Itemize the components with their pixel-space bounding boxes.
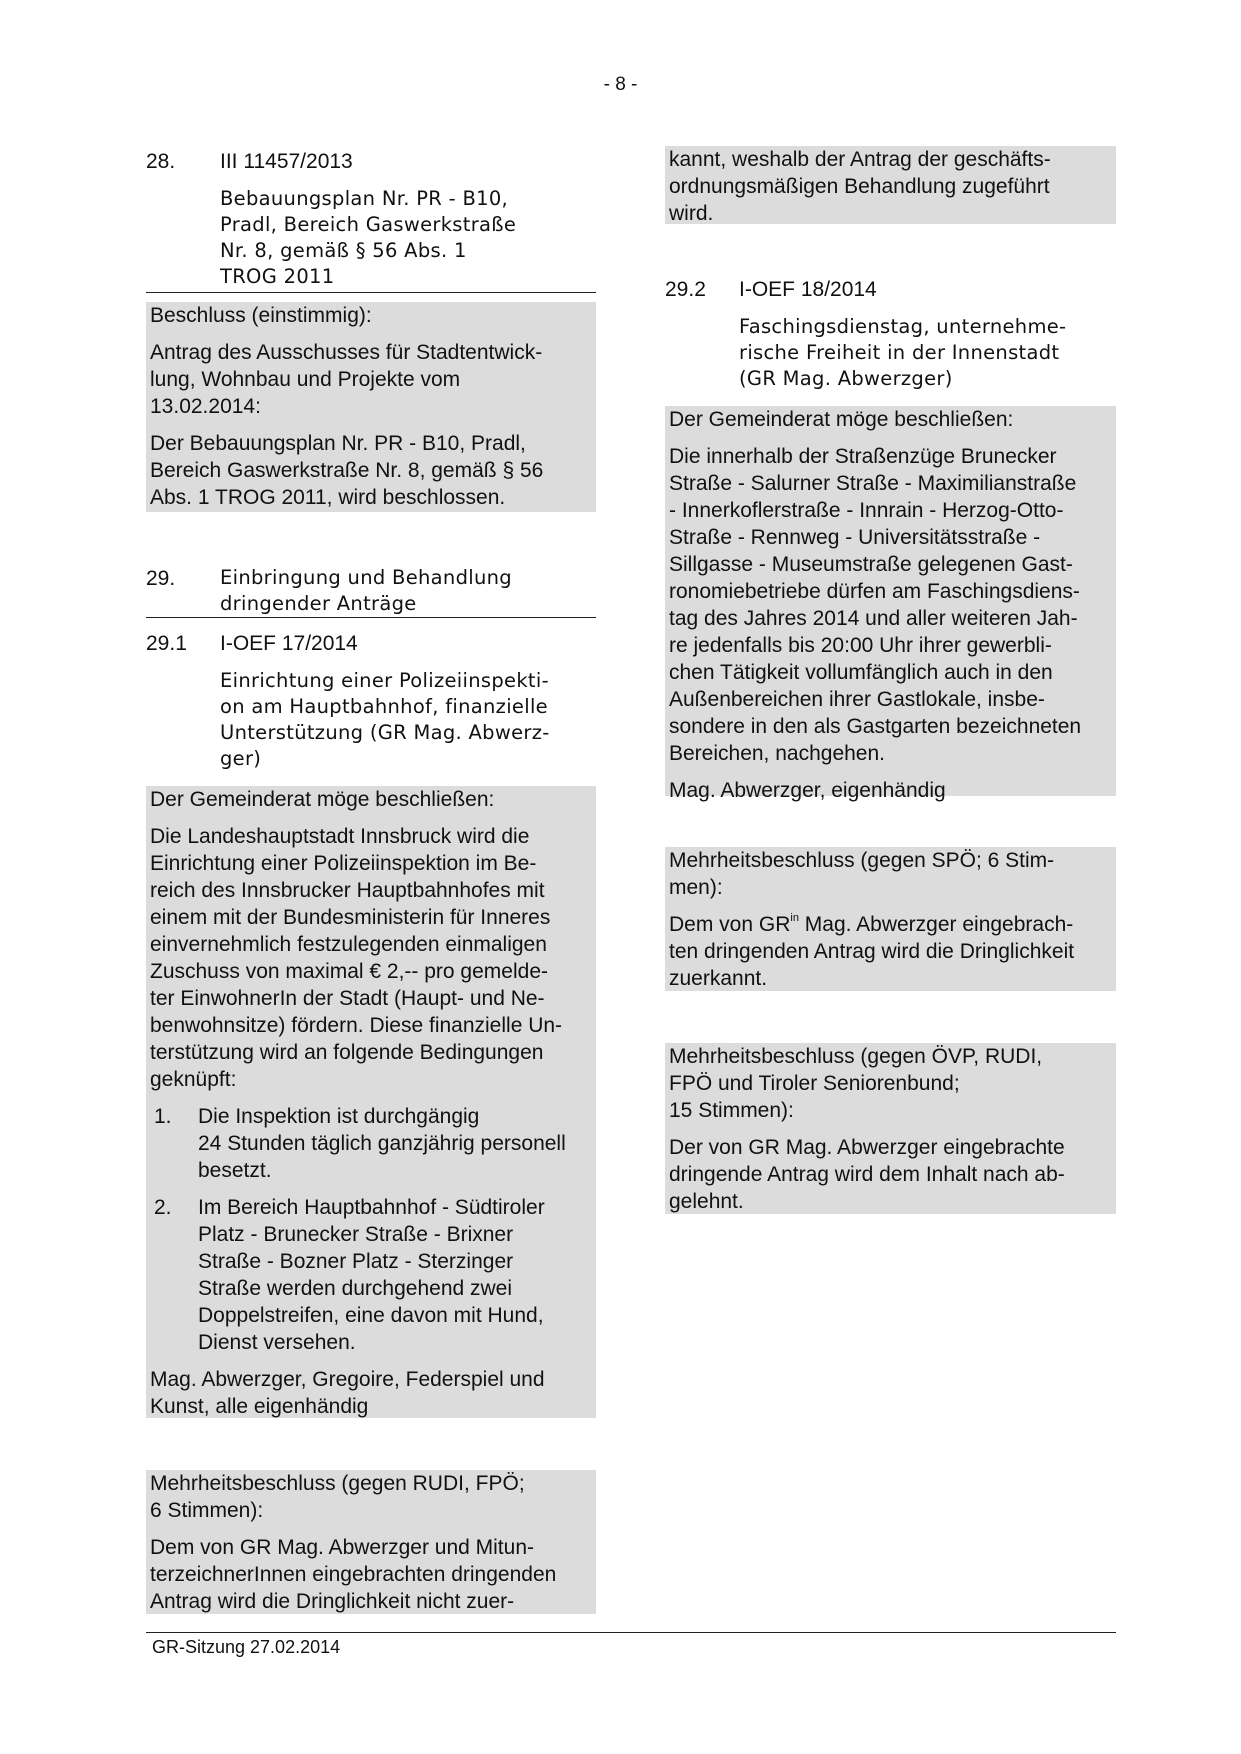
item-28-resolution	[146, 302, 596, 512]
footer-text: GR-Sitzung 27.02.2014	[152, 1637, 341, 1657]
page-number: - 8 -	[603, 74, 638, 95]
item-29-2-vote-content	[665, 1043, 1116, 1214]
item-29-1-vote	[146, 1470, 596, 1614]
motion-label: Der Gemeinderat möge beschließen:	[669, 408, 1014, 431]
item-29-2-vote-urgency	[665, 847, 1116, 991]
vote-text-continued: kannt, weshalb der Antrag der geschäfts- ordnungsmäßigen Behandlung zugeführt wird.	[665, 146, 1116, 224]
item-reference: III 11457/2013	[220, 150, 353, 173]
divider	[146, 617, 596, 618]
list-item: 1. Die Inspektion ist durchgängig 24 Stunden täglich ganzjährig personell besetzt.	[154, 1105, 566, 1182]
motion-label: Der Gemeinderat möge beschließen:	[150, 788, 495, 811]
vote-text: Dem von GR Mag. Abwerzger und Mitun- terzeichnerInnen eingebrachten dringenden Antrag wird die Dringlichkeit nicht zuer-	[150, 1536, 557, 1613]
vote-text: Der von GR Mag. Abwerzger eingebrachte dringende Antrag wird dem Inhalt nach ab- gelehnt.	[669, 1136, 1065, 1213]
vote-label: Mehrheitsbeschluss (gegen RUDI, FPÖ; 6 Stimmen):	[150, 1472, 525, 1522]
item-title: Einrichtung einer Polizeiinspekti- on am Hauptbahnhof, finanzielle Unterstützung (GR Mag. Abwerz- ger)	[220, 669, 550, 770]
item-number: 28.	[146, 150, 176, 173]
vote-text: Dem von $GR^{in}$ Mag. Abwerzger eingebrach- ten dringenden Antrag wird die Dringlichkeit zuerkannt.	[669, 912, 1075, 990]
item-title: Bebauungsplan Nr. PR - B10, Pradl, Bereich Gaswerkstraße Nr. 8, gemäß § 56 Abs. 1 TROG 2011	[220, 187, 517, 288]
item-number: 29.1	[146, 632, 187, 655]
motion-body: Die innerhalb der Straßenzüge Brunecker Straße - Salurner Straße - Maximilianstraße - Innerkoflerstraße - Innrain - Herzog-Otto- Straße - Rennweg - Universitätsstraße - Sillgasse - Museumstraße gelegenen Gast- ronomiebetriebe dürfen am Faschingsdiens- tag des Jahres 2014 und aller weiteren Jah- re jedenfalls bis 20:00 Uhr ihrer gewerbli- chen Tätigkeit vollumfänglich auch in den Außenbereichen ihrer Gastlokale, insbe- sondere in den als Gastgarten bezeichneten Bereichen, nachgehen.	[669, 445, 1082, 765]
item-title: Faschingsdienstag, unternehme- rische Freiheit in der Innenstadt (GR Mag. Abwerzger)	[739, 315, 1067, 390]
item-reference: I-OEF 17/2014	[220, 632, 358, 655]
list-number: 2.	[154, 1196, 172, 1219]
decision-text: Der Bebauungsplan Nr. PR - B10, Pradl, Bereich Gaswerkstraße Nr. 8, gemäß § 56 Abs. 1 TROG 2011, wird beschlossen.	[150, 432, 544, 509]
item-number: 29.2	[665, 278, 706, 301]
motion-body: Die Landeshauptstadt Innsbruck wird die Einrichtung einer Polizeiinspektion im Be- reich des Innsbrucker Hauptbahnhofes mit einem mit der Bundesministerin für Inneres einvernehmlich festzulegenden einmaligen Zuschuss von maximal € 2,-- pro gemelde- ter EinwohnerIn der Stadt (Haupt- und Ne- benwohnsitze) fördern. Diese finanzielle Un- terstützung wird an folgende Bedingungen geknüpft:	[150, 825, 563, 1091]
divider	[146, 292, 596, 293]
vote-label: Mehrheitsbeschluss (gegen SPÖ; 6 Stim- men):	[669, 849, 1055, 899]
footer-divider	[146, 1632, 1116, 1633]
item-29-1-motion	[146, 786, 596, 1418]
list-item: 2. Im Bereich Hauptbahnhof - Südtiroler Platz - Brunecker Straße - Brixner Straße - Bozner Platz - Sterzinger Straße werden durchgehend zwei Doppelstreifen, eine davon mit Hund, Dienst versehen.	[154, 1196, 545, 1354]
item-title: Einbringung und Behandlung dringender Anträge	[220, 566, 512, 615]
item-29-2-motion	[665, 406, 1116, 802]
motion-text: Antrag des Ausschusses für Stadtentwick- lung, Wohnbau und Projekte vom 13.02.2014:	[150, 341, 543, 418]
item-number: 29.	[146, 567, 176, 590]
resolution-label: Beschluss (einstimmig):	[150, 304, 372, 327]
vote-label: Mehrheitsbeschluss (gegen ÖVP, RUDI, FPÖ und Tiroler Seniorenbund; 15 Stimmen):	[669, 1045, 1043, 1122]
list-number: 1.	[154, 1105, 172, 1128]
signatures: Mag. Abwerzger, Gregoire, Federspiel und Kunst, alle eigenhändig	[150, 1368, 545, 1418]
item-reference: I-OEF 18/2014	[739, 278, 877, 301]
signature: Mag. Abwerzger, eigenhändig	[669, 779, 946, 802]
